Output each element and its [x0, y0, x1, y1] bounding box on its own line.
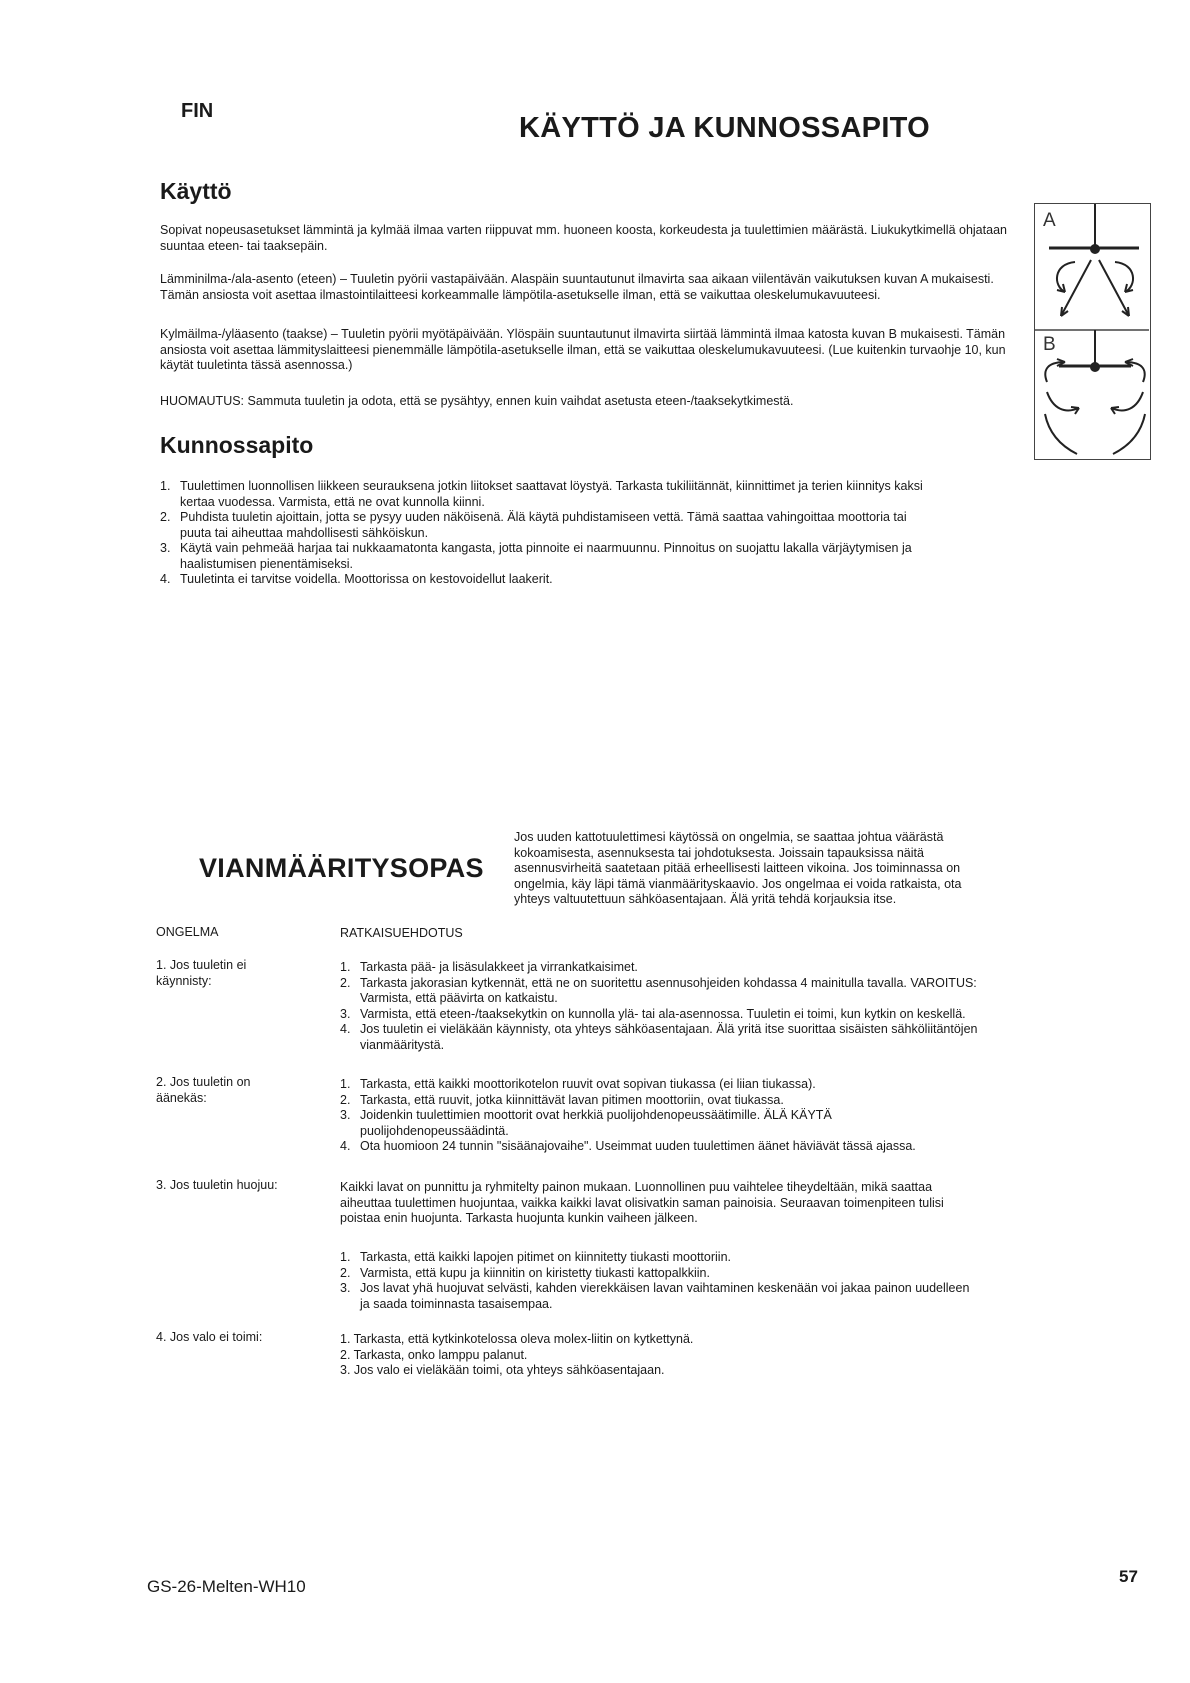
- column-header-solution: RATKAISUEHDOTUS: [340, 926, 463, 940]
- page-number: 57: [1119, 1567, 1138, 1586]
- problem-1-label: 1. Jos tuuletin ei käynnisty:: [156, 958, 247, 988]
- problem-3-intro: Kaikki lavat on punnittu ja ryhmitelty painon mukaan. Luonnollinen puu vaihtelee tiheydeltään, mikä saattaa aiheuttaa tuulettimen huojuntaa, vaikka kaikki lavat olisivatkin saman painoisia. Seuraavan toimenpiteen tulisi poistaa enin huojunta. Tarkasta huojunta kunkin vaiheen jälkeen.: [340, 1180, 944, 1225]
- maintenance-list: [160, 479, 940, 588]
- usage-paragraph-3: Kylmäilma-/yläasento (taakse) – Tuuletin pyörii myötäpäivään. Ylöspäin suuntautunut ilmavirta siirtää lämmintä ilmaa katosta kuvan B mukaisesti. Tämän ansiosta voit asettaa lämmityslaitteesi pienemmälle lämpötila-asetukselle ilman, että se vaikuttaa oleskelumukavuuteesi. (Lue kuitenkin turvaohje 10, kun käytät tuuletinta tässä asennossa.): [160, 327, 1006, 372]
- list-item: 2. Tarkasta, onko lamppu palanut.: [340, 1347, 528, 1362]
- fan-downdraft-icon: [1049, 204, 1139, 316]
- troubleshooting-intro: Jos uuden kattotuulettimesi käytössä on ongelmia, se saattaa johtua väärästä kokoamisesta, asennuksesta tai johdotuksesta. Joissain tapauksissa näitä asennusvirheitä saatetaan pitää erheellisesti laitteen vikoina. Jos toiminnassa on ongelmia, käy läpi tämä vianmäärityskaavio. Jos ongelmaa ei voida ratkaista, ota yhteys valtuutettuun sähköasentajaan. Älä yritä tehdä korjauksia itse.: [514, 830, 962, 906]
- list-item: 3. Jos lavat yhä huojuvat selvästi, kahden vierekkäisen lavan vaihtaminen keskenään voi jakaa painon uudelleen ja saada toiminnasta tasaisempaa.: [340, 1281, 970, 1311]
- airflow-diagram: [1034, 203, 1151, 460]
- problem-4-label: 4. Jos valo ei toimi:: [156, 1330, 263, 1344]
- column-header-problem: ONGELMA: [156, 925, 219, 939]
- usage-heading: Käyttö: [160, 178, 232, 204]
- list-item: 1. Tarkasta, että kytkinkotelossa oleva molex-liitin on kytkettynä.: [340, 1332, 694, 1346]
- list-item: 3. Käytä vain pehmeää harjaa tai nukkaamatonta kangasta, jotta pinnoite ei naarmuunnu. Pinnoitus on suojattu lakalla värjäytymisen ja haalistumisen pienentämiseksi.: [160, 541, 912, 571]
- list-item: 1. Tuulettimen luonnollisen liikkeen seurauksena jotkin liitokset saattavat löystyä. Tarkasta tukiliitännät, kiinnittimet ja terien kiinnitys kaksi kertaa vuodessa. Varmista, että ne ovat kunnolla kiinni.: [160, 479, 923, 509]
- usage-note: HUOMAUTUS: Sammuta tuuletin ja odota, että se pysähtyy, ennen kuin vaihdat asetusta eteen-/taaksekytkimestä.: [160, 394, 794, 408]
- list-item: 3. Varmista, että eteen-/taaksekytkin on kunnolla ylä- tai ala-asennossa. Tuuletin ei toimi, kun kytkin on keskellä.: [340, 1006, 966, 1021]
- list-item: 3. Joidenkin tuulettimien moottorit ovat herkkiä puolijohdenopeussäätimille. ÄLÄ KÄYTÄ puolijohdenopeussäädintä.: [340, 1108, 832, 1138]
- language-label: FIN: [181, 100, 214, 122]
- list-item: 2. Varmista, että kupu ja kiinnitin on kiristetty tiukasti kattopalkkiin.: [340, 1265, 710, 1280]
- list-item: 1. Tarkasta pää- ja lisäsulakkeet ja virrankatkaisimet.: [340, 960, 638, 974]
- list-item: 3. Jos valo ei vieläkään toimi, ota yhteys sähköasentajaan.: [340, 1363, 665, 1377]
- diagram-label-a: A: [1043, 210, 1056, 231]
- list-item: 2. Tarkasta jakorasian kytkennät, että ne on suoritettu asennusohjeiden kohdassa 4 mainitulla tavalla. VAROITUS: Varmista, että päävirta on katkaistu.: [340, 975, 977, 1005]
- page-title: KÄYTTÖ JA KUNNOSSAPITO: [519, 112, 931, 144]
- footer-model: GS-26-Melten-WH10: [147, 1577, 306, 1596]
- problem-2-label: 2. Jos tuuletin on äänekäs:: [156, 1075, 251, 1105]
- troubleshooting-title: VIANMÄÄRITYSOPAS: [199, 853, 484, 883]
- problem-3-label: 3. Jos tuuletin huojuu:: [156, 1178, 278, 1192]
- problem-1-solutions: [340, 960, 980, 1053]
- usage-paragraph-1: Sopivat nopeusasetukset lämmintä ja kylmää ilmaa varten riippuvat mm. huoneen koosta, korkeudesta ja tuulettimien määrästä. Liukukytkimellä ohjataan suuntaa eteen- tai taaksepäin.: [160, 223, 1007, 253]
- list-item: 1. Tarkasta, että kaikki moottorikotelon ruuvit ovat sopivan tiukassa (ei liian tiukassa).: [340, 1077, 816, 1091]
- diagram-label-b: B: [1043, 334, 1056, 355]
- list-item: 4. Ota huomioon 24 tunnin "sisäänajovaihe". Useimmat uuden tuulettimen äänet häviävät tässä ajassa.: [340, 1139, 916, 1153]
- list-item: 4. Jos tuuletin ei vieläkään käynnisty, ota yhteys sähköasentajaan. Älä yritä itse suorittaa sisäisten sähköliitäntöjen vianmääritystä.: [340, 1022, 978, 1052]
- problem-2-solutions: [340, 1077, 980, 1155]
- airflow-diagram-graphic: [1035, 204, 1149, 458]
- fan-updraft-icon: [1045, 330, 1145, 454]
- list-item: 2. Puhdista tuuletin ajoittain, jotta se pysyy uuden näköisenä. Älä käytä puhdistamiseen vettä. Tämä saattaa vahingoittaa moottoria tai puuta tai aiheuttaa mahdollisesti sähköiskun.: [160, 510, 907, 540]
- list-item: 4. Tuuletinta ei tarvitse voidella. Moottorissa on kestovoidellut laakerit.: [160, 572, 553, 586]
- problem-4-solutions: [340, 1332, 980, 1379]
- list-item: 1. Tarkasta, että kaikki lapojen pitimet on kiinnitetty tiukasti moottoriin.: [340, 1250, 732, 1264]
- usage-paragraph-2: Lämminilma-/ala-asento (eteen) – Tuuletin pyörii vastapäivään. Alaspäin suuntautunut ilmavirta saa aikaan viilentävän vaikutuksen kuvan A mukaisesti. Tämän ansiosta voit asettaa ilmastointilaitteesi korkeammalle lämpötila-asetukselle ilman, että se vaikuttaa oleskelumukavuuteesi.: [160, 272, 994, 302]
- list-item: 2. Tarkasta, että ruuvit, jotka kiinnittävät lavan pitimen moottoriin, ovat tiukassa.: [340, 1092, 784, 1107]
- maintenance-heading: Kunnossapito: [160, 432, 314, 458]
- problem-3-solutions: [340, 1250, 980, 1312]
